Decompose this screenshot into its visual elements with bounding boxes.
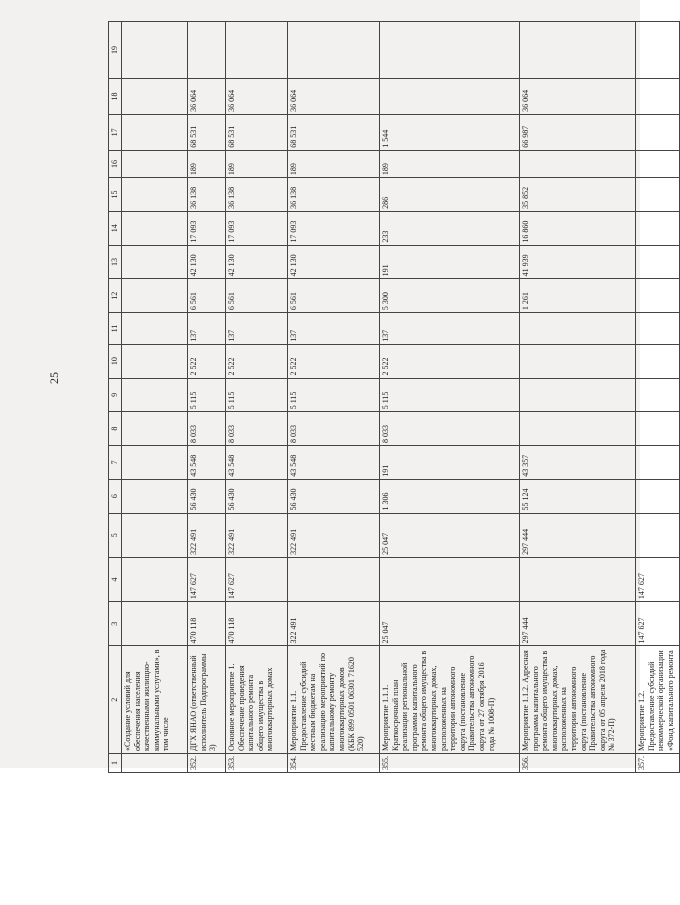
value-cell xyxy=(122,557,188,601)
value-cell xyxy=(636,114,680,150)
value-cell xyxy=(122,150,188,177)
value-cell: 5 115 xyxy=(226,378,288,412)
page-margin-bottom xyxy=(0,768,640,905)
value-cell: 147 627 xyxy=(226,557,288,601)
value-cell: 41 939 xyxy=(520,245,636,279)
header-row xyxy=(109,22,122,773)
value-cell: 191 xyxy=(380,245,520,279)
value-cell: 56 430 xyxy=(226,479,288,513)
value-cell: 56 430 xyxy=(288,479,380,513)
value-cell: 56 430 xyxy=(188,479,226,513)
value-cell: 147 627 xyxy=(636,602,680,646)
value-cell xyxy=(188,22,226,79)
column-header: 18 xyxy=(109,79,122,115)
column-header: 3 xyxy=(109,602,122,646)
value-cell xyxy=(520,150,636,177)
value-cell: 2 522 xyxy=(188,344,226,378)
value-cell: 36 064 xyxy=(226,79,288,115)
value-cell: 5 300 xyxy=(380,279,520,313)
column-header: 5 xyxy=(109,513,122,557)
value-cell: 137 xyxy=(226,313,288,345)
table-row xyxy=(520,22,636,773)
value-cell xyxy=(122,513,188,557)
value-cell: 8 033 xyxy=(288,412,380,446)
value-cell: 6 561 xyxy=(188,279,226,313)
column-header: 2 xyxy=(109,646,122,754)
value-cell xyxy=(636,245,680,279)
value-cell: 17 093 xyxy=(188,211,226,245)
value-cell: 42 130 xyxy=(288,245,380,279)
value-cell xyxy=(636,178,680,212)
column-header: 19 xyxy=(109,22,122,79)
table-row xyxy=(636,22,680,773)
value-cell: 17 093 xyxy=(226,211,288,245)
column-header: 16 xyxy=(109,150,122,177)
value-cell xyxy=(122,22,188,79)
value-cell: 25 047 xyxy=(380,602,520,646)
value-cell xyxy=(636,344,680,378)
value-cell: 5 115 xyxy=(288,378,380,412)
budget-table xyxy=(108,21,680,773)
value-cell xyxy=(520,378,636,412)
value-cell: 5 115 xyxy=(188,378,226,412)
value-cell: 36 064 xyxy=(520,79,636,115)
value-cell: 189 xyxy=(380,150,520,177)
description-cell: Мероприятие 1.1.2. Адресная программа капитального ремонта общего имущества в многоквартирных домах, расположенных на территории автономного округа (постановление Правительства автономного округа от 05 апреля 2018 года № 372-П) xyxy=(520,646,636,754)
value-cell: 137 xyxy=(380,313,520,345)
table-row xyxy=(288,22,380,773)
value-cell xyxy=(122,602,188,646)
value-cell: 1 306 xyxy=(380,479,520,513)
value-cell: 297 444 xyxy=(520,602,636,646)
value-cell xyxy=(636,313,680,345)
value-cell: 66 987 xyxy=(520,114,636,150)
value-cell xyxy=(636,279,680,313)
value-cell xyxy=(122,479,188,513)
column-header: 17 xyxy=(109,114,122,150)
value-cell: 322 491 xyxy=(226,513,288,557)
value-cell: 16 860 xyxy=(520,211,636,245)
value-cell: 42 130 xyxy=(188,245,226,279)
value-cell: 189 xyxy=(288,150,380,177)
row-index-cell: 355. xyxy=(380,754,520,773)
value-cell: 36 138 xyxy=(188,178,226,212)
value-cell xyxy=(520,557,636,601)
value-cell xyxy=(122,178,188,212)
value-cell: 189 xyxy=(188,150,226,177)
value-cell xyxy=(636,211,680,245)
row-index-cell: 352. xyxy=(188,754,226,773)
value-cell: 147 627 xyxy=(188,557,226,601)
column-header: 10 xyxy=(109,344,122,378)
value-cell: 68 531 xyxy=(288,114,380,150)
value-cell: 470 118 xyxy=(188,602,226,646)
value-cell xyxy=(636,79,680,115)
description-cell: Мероприятие 1.1. Предоставление субсидий местным бюджетам на реализацию мероприятий по капитальному ремонту многоквартирных домов (КБК 899 0501 06301 71620 520) xyxy=(288,646,380,754)
value-cell: 35 852 xyxy=(520,178,636,212)
value-cell xyxy=(122,279,188,313)
value-cell xyxy=(122,245,188,279)
value-cell: 8 033 xyxy=(188,412,226,446)
value-cell: 322 491 xyxy=(288,513,380,557)
row-index-cell: 357. xyxy=(636,754,680,773)
value-cell: 1 544 xyxy=(380,114,520,150)
value-cell: 286 xyxy=(380,178,520,212)
value-cell xyxy=(636,446,680,480)
value-cell xyxy=(122,412,188,446)
value-cell xyxy=(380,557,520,601)
value-cell: 43 548 xyxy=(188,446,226,480)
description-cell: Мероприятие 1.2. Предоставление субсидий некоммерческой организации «Фонд капитального ремонта xyxy=(636,646,680,754)
value-cell: 470 118 xyxy=(226,602,288,646)
value-cell xyxy=(122,378,188,412)
value-cell: 322 491 xyxy=(288,602,380,646)
description-cell: «Создание условий для обеспечения населения качественными жилищно-коммунальными услугами», в том числе xyxy=(122,646,188,754)
value-cell: 1 261 xyxy=(520,279,636,313)
value-cell xyxy=(636,22,680,79)
value-cell xyxy=(122,446,188,480)
value-cell: 55 124 xyxy=(520,479,636,513)
value-cell xyxy=(520,313,636,345)
value-cell xyxy=(636,479,680,513)
value-cell xyxy=(520,344,636,378)
page-number: 25 xyxy=(47,372,61,384)
row-index-cell: 354. xyxy=(288,754,380,773)
value-cell: 36 138 xyxy=(226,178,288,212)
value-cell: 25 047 xyxy=(380,513,520,557)
value-cell: 322 491 xyxy=(188,513,226,557)
value-cell: 189 xyxy=(226,150,288,177)
value-cell: 6 561 xyxy=(226,279,288,313)
value-cell: 2 522 xyxy=(226,344,288,378)
value-cell: 36 138 xyxy=(288,178,380,212)
value-cell xyxy=(636,513,680,557)
column-header: 7 xyxy=(109,446,122,480)
value-cell: 191 xyxy=(380,446,520,480)
value-cell: 43 357 xyxy=(520,446,636,480)
value-cell: 42 130 xyxy=(226,245,288,279)
column-header: 14 xyxy=(109,211,122,245)
value-cell xyxy=(288,557,380,601)
value-cell: 297 444 xyxy=(520,513,636,557)
value-cell xyxy=(226,22,288,79)
column-header: 9 xyxy=(109,378,122,412)
column-header: 13 xyxy=(109,245,122,279)
value-cell: 36 064 xyxy=(188,79,226,115)
value-cell: 8 033 xyxy=(380,412,520,446)
value-cell xyxy=(380,22,520,79)
table-body xyxy=(122,22,680,773)
value-cell: 17 093 xyxy=(288,211,380,245)
value-cell: 43 548 xyxy=(226,446,288,480)
value-cell: 137 xyxy=(288,313,380,345)
value-cell: 43 548 xyxy=(288,446,380,480)
value-cell xyxy=(122,211,188,245)
column-header: 11 xyxy=(109,313,122,345)
value-cell: 147 627 xyxy=(636,557,680,601)
value-cell xyxy=(520,412,636,446)
description-cell: ДГХ ЯНАО (ответственный исполнитель Подпрограммы 3) xyxy=(188,646,226,754)
value-cell: 6 561 xyxy=(288,279,380,313)
value-cell: 233 xyxy=(380,211,520,245)
value-cell: 2 522 xyxy=(288,344,380,378)
value-cell xyxy=(288,22,380,79)
row-index-cell: 356. xyxy=(520,754,636,773)
value-cell xyxy=(636,378,680,412)
value-cell: 36 064 xyxy=(288,79,380,115)
column-header: 12 xyxy=(109,279,122,313)
value-cell: 68 531 xyxy=(188,114,226,150)
value-cell xyxy=(122,79,188,115)
value-cell: 68 531 xyxy=(226,114,288,150)
value-cell xyxy=(636,412,680,446)
value-cell: 8 033 xyxy=(226,412,288,446)
description-cell: Основное мероприятие 1. Обеспечение проведения капитального ремонта общего имущества в многоквартирных домах xyxy=(226,646,288,754)
rotated-table-wrapper xyxy=(108,21,675,773)
table-row xyxy=(226,22,288,773)
value-cell xyxy=(636,150,680,177)
value-cell xyxy=(122,344,188,378)
row-index-cell xyxy=(122,754,188,773)
value-cell: 2 522 xyxy=(380,344,520,378)
value-cell: 137 xyxy=(188,313,226,345)
table-row xyxy=(380,22,520,773)
column-header: 4 xyxy=(109,557,122,601)
description-cell: Мероприятие 1.1.1. Краткосрочный план реализации региональной программы капитального ремонта общего имущества в многоквартирных домах, расположенных на территории автономного округа (постановление Правительства автономного округа от 27 октября 2016 года № 1008-П) xyxy=(380,646,520,754)
table-row xyxy=(122,22,188,773)
table-row xyxy=(188,22,226,773)
column-header: 8 xyxy=(109,412,122,446)
column-header: 1 xyxy=(109,754,122,773)
column-header: 15 xyxy=(109,178,122,212)
column-header: 6 xyxy=(109,479,122,513)
value-cell: 5 115 xyxy=(380,378,520,412)
value-cell xyxy=(380,79,520,115)
value-cell xyxy=(122,313,188,345)
row-index-cell: 353. xyxy=(226,754,288,773)
value-cell xyxy=(122,114,188,150)
value-cell xyxy=(520,22,636,79)
